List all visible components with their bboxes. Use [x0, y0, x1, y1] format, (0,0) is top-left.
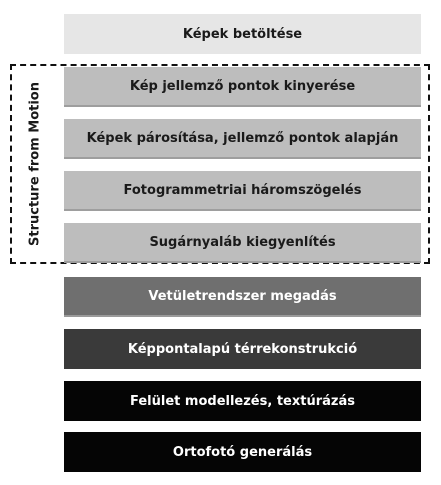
step-projection-system: Vetületrendszer megadás	[64, 277, 421, 317]
step-feature-extraction: Kép jellemző pontok kinyerése	[64, 67, 421, 107]
step-dense-reconstruction: Képpontalapú térrekonstrukció	[64, 329, 421, 369]
step-image-matching: Képek párosítása, jellemző pontok alapján	[64, 119, 421, 159]
step-load-images: Képek betöltése	[64, 14, 421, 54]
step-photogrammetric-triangulation: Fotogrammetriai háromszögelés	[64, 171, 421, 211]
step-bundle-adjustment: Sugárnyaláb kiegyenlítés	[64, 223, 421, 263]
step-orthophoto-generation: Ortofotó generálás	[64, 432, 421, 472]
structure-from-motion-label: Structure from Motion	[27, 82, 43, 246]
step-surface-modelling-texturing: Felület modellezés, textúrázás	[64, 381, 421, 421]
